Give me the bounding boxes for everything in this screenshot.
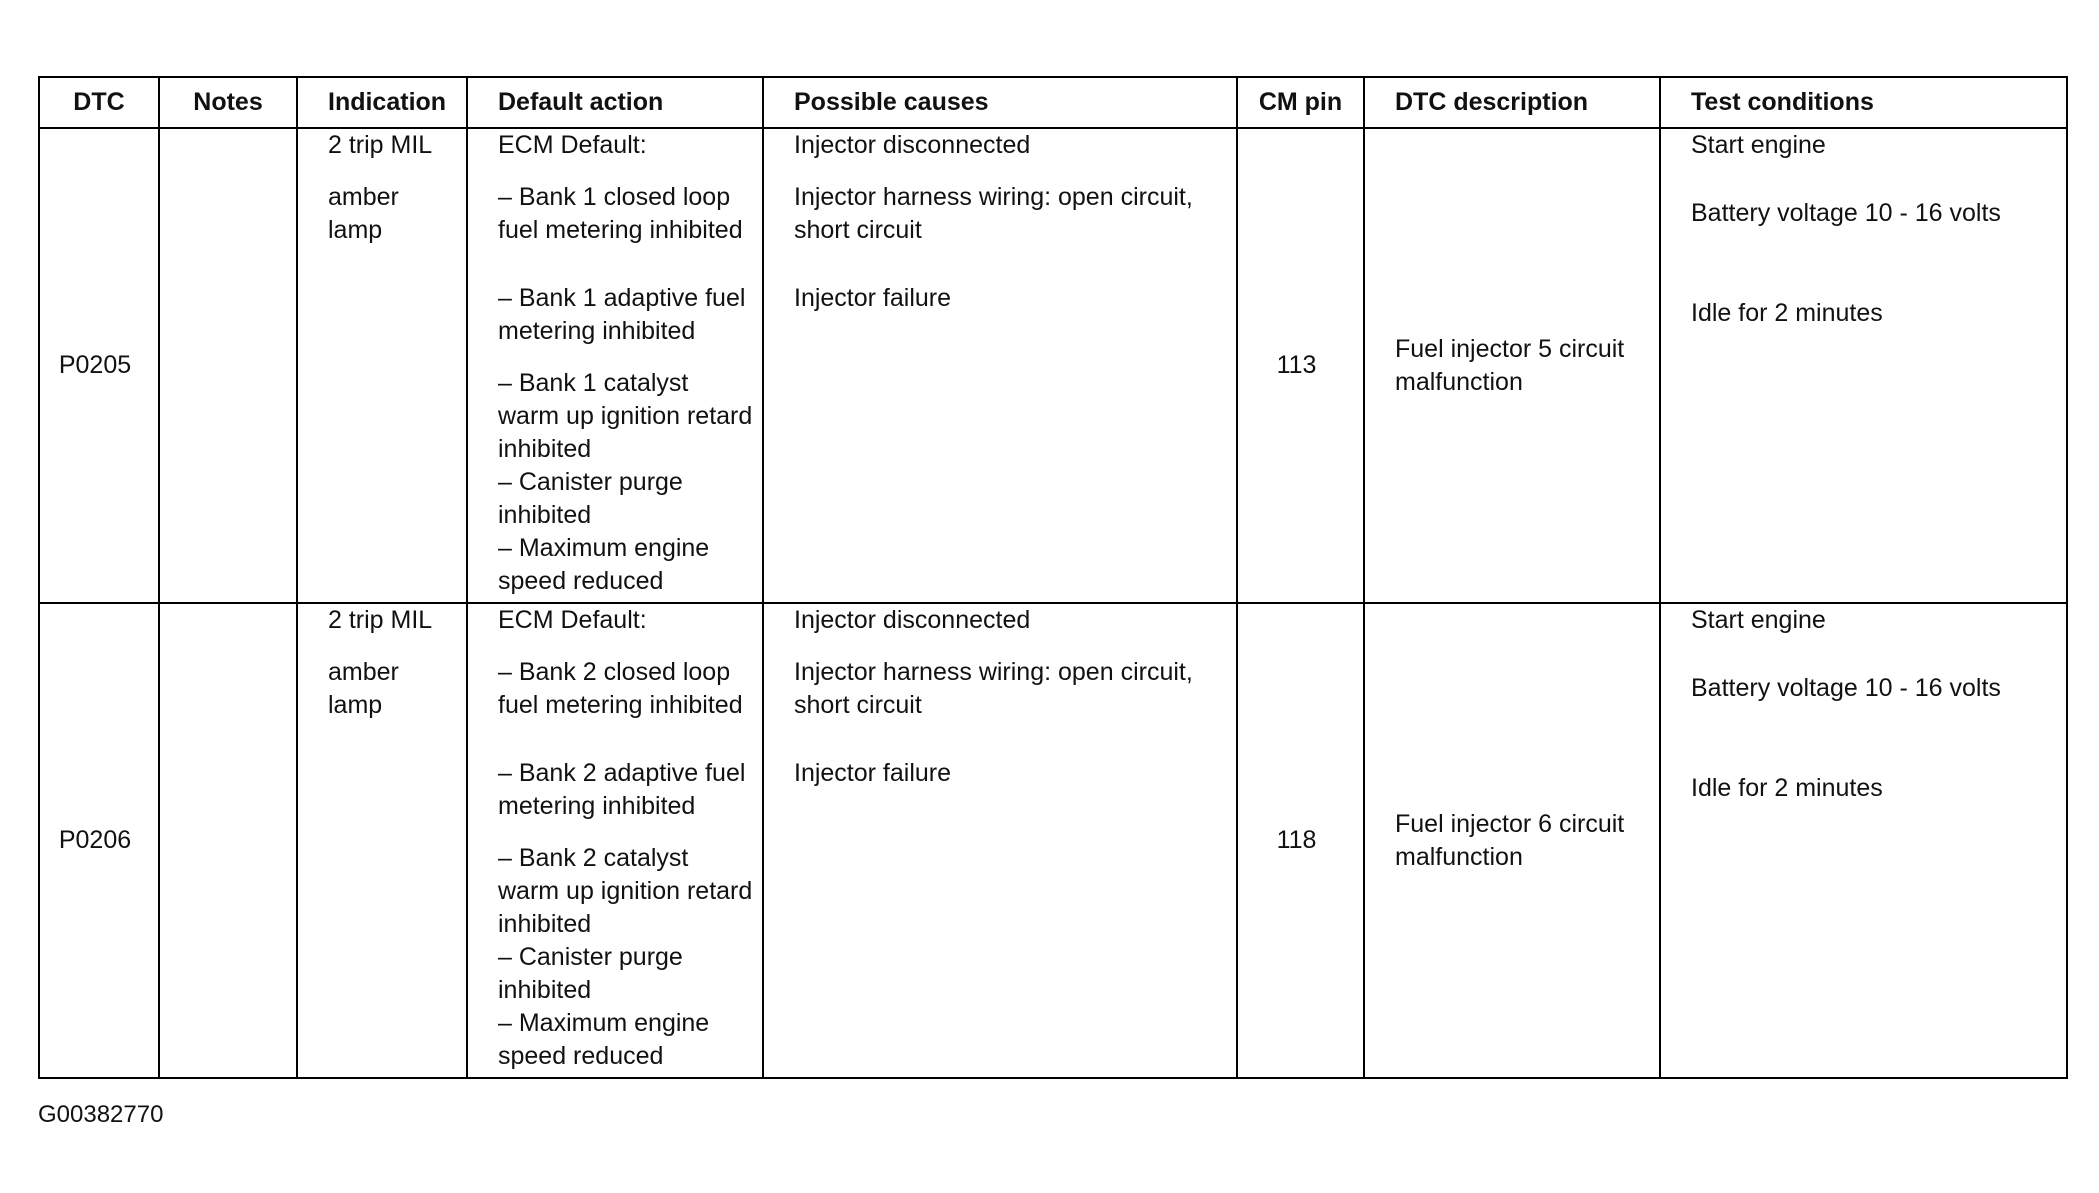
table-row — [39, 603, 2067, 1078]
default-action-line: – Bank 2 adaptive fuel metering inhibited — [498, 759, 746, 820]
default-action-line: – Bank 1 adaptive fuel metering inhibited — [498, 284, 746, 345]
indication-line: amber lamp — [328, 183, 399, 244]
test-condition-line: Start engine — [1691, 606, 1826, 634]
test-conditions-cell — [1660, 603, 2067, 1078]
possible-cause-line: Injector disconnected — [794, 131, 1031, 159]
default-action-line: ECM Default: — [498, 131, 647, 159]
dtc-code: P0205 — [39, 128, 159, 603]
default-action-line: – Canister purge inhibited — [498, 943, 683, 1004]
figure-id: G00382770 — [38, 1101, 164, 1128]
cm-pin-cell: 113 — [1237, 128, 1364, 603]
possible-cause-line: Injector failure — [794, 759, 952, 787]
default-action-line: – Canister purge inhibited — [498, 468, 683, 529]
default-action-line: ECM Default: — [498, 606, 647, 634]
header-default-action: Default action — [467, 77, 763, 128]
possible-cause-line: Injector disconnected — [794, 606, 1031, 634]
header-cm-pin: CM pin — [1237, 77, 1364, 128]
indication-line: amber lamp — [328, 658, 399, 719]
possible-cause-line: Injector harness wiring: open circuit, short circuit — [794, 183, 1193, 244]
test-condition-line: Idle for 2 minutes — [1691, 299, 1883, 327]
indication-line: 2 trip MIL — [328, 606, 433, 634]
default-action-line: – Bank 2 catalyst warm up ignition retard inhibited — [498, 844, 753, 938]
test-condition-line: Battery voltage 10 - 16 volts — [1691, 674, 2001, 702]
default-action-line: – Maximum engine speed reduced — [498, 534, 710, 595]
possible-causes-cell — [763, 603, 1237, 1078]
header-indication: Indication — [297, 77, 467, 128]
dtc-description-cell: Fuel injector 5 circuit malfunction — [1364, 128, 1660, 603]
default-action-cell — [467, 603, 763, 1078]
test-condition-line: Start engine — [1691, 131, 1826, 159]
notes-cell — [159, 128, 297, 603]
header-dtc: DTC — [39, 77, 159, 128]
possible-causes-cell — [763, 128, 1237, 603]
test-condition-line: Battery voltage 10 - 16 volts — [1691, 199, 2001, 227]
dtc-description-cell: Fuel injector 6 circuit malfunction — [1364, 603, 1660, 1078]
indication-cell — [297, 128, 467, 603]
indication-cell — [297, 603, 467, 1078]
default-action-line: – Bank 1 closed loop fuel metering inhibited — [498, 183, 743, 244]
test-condition-line: Idle for 2 minutes — [1691, 774, 1883, 802]
possible-cause-line: Injector failure — [794, 284, 952, 312]
default-action-line: – Bank 1 catalyst warm up ignition retard inhibited — [498, 369, 753, 463]
notes-cell — [159, 603, 297, 1078]
header-notes: Notes — [159, 77, 297, 128]
default-action-line: – Bank 2 closed loop fuel metering inhibited — [498, 658, 743, 719]
dtc-table — [38, 76, 2068, 1079]
default-action-cell — [467, 128, 763, 603]
dtc-code: P0206 — [39, 603, 159, 1078]
test-conditions-cell — [1660, 128, 2067, 603]
header-dtc-description: DTC description — [1364, 77, 1660, 128]
cm-pin-cell: 118 — [1237, 603, 1364, 1078]
indication-line: 2 trip MIL — [328, 131, 433, 159]
table-row — [39, 128, 2067, 603]
header-possible-causes: Possible causes — [763, 77, 1237, 128]
header-row — [39, 77, 2067, 128]
header-test-conditions: Test conditions — [1660, 77, 2067, 128]
default-action-line: – Maximum engine speed reduced — [498, 1009, 710, 1070]
possible-cause-line: Injector harness wiring: open circuit, short circuit — [794, 658, 1193, 719]
